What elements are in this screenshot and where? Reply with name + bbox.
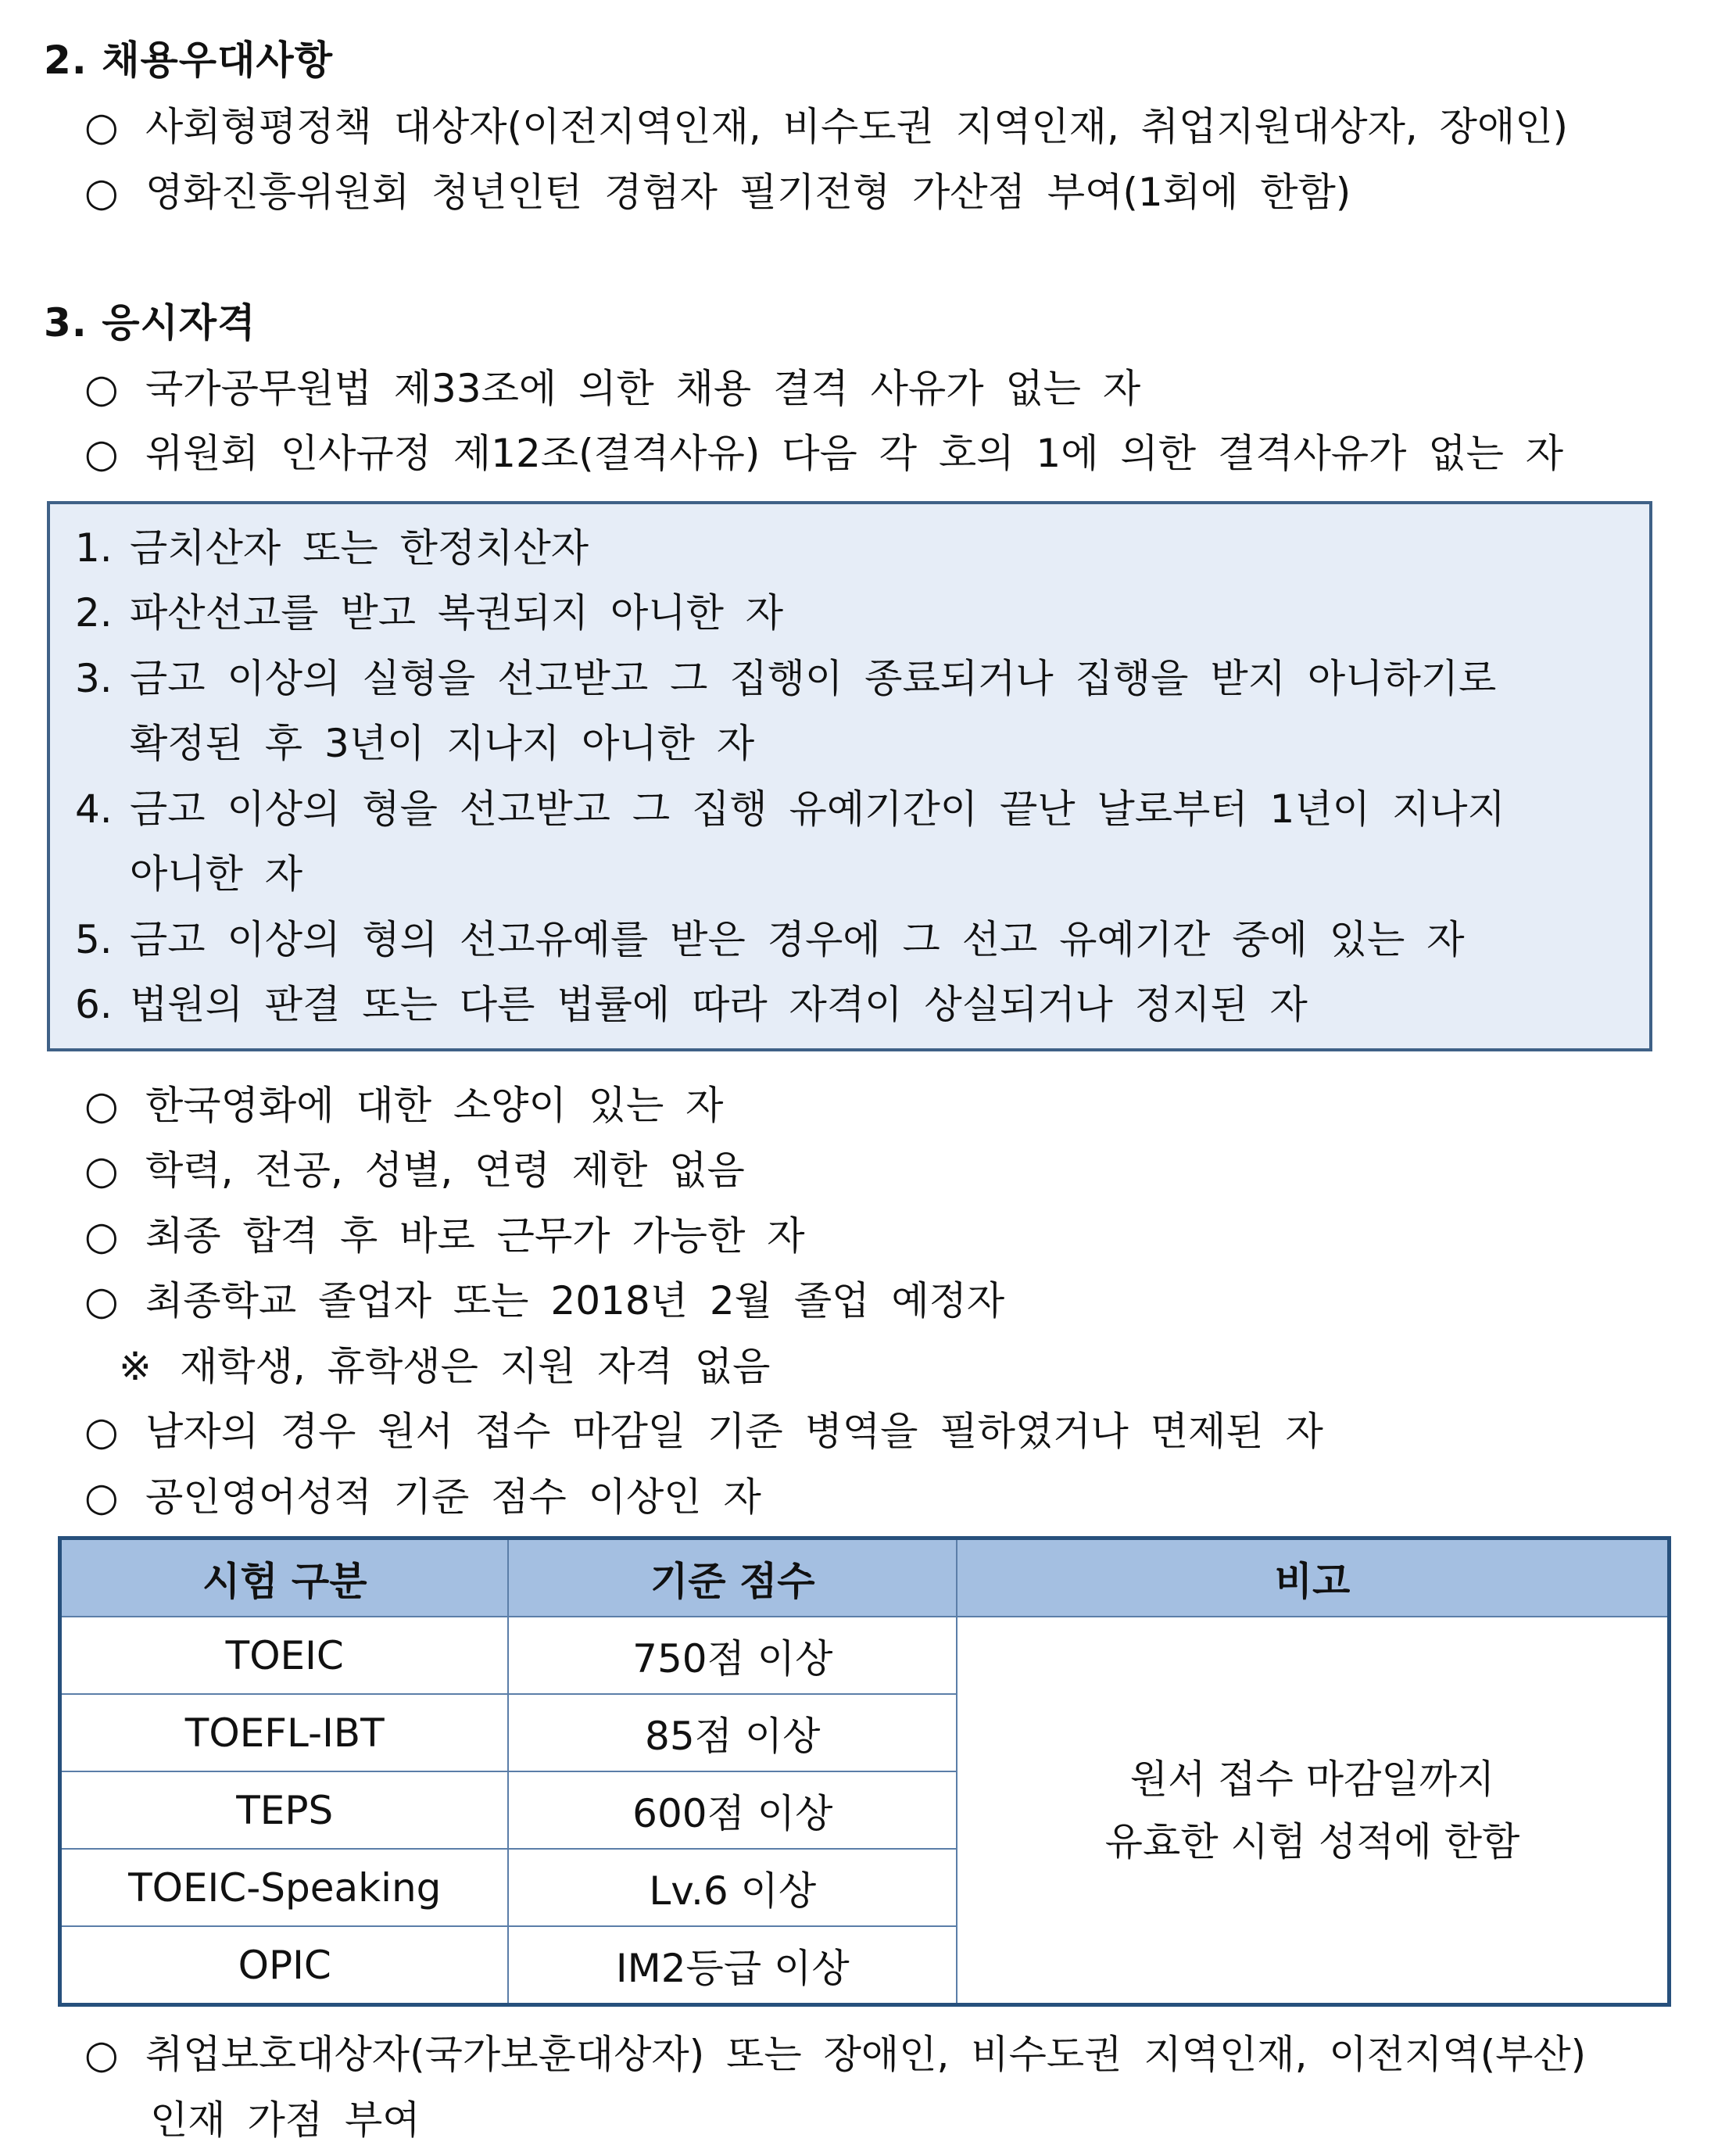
item-text: 사회형평정책 대상자(이전지역인재, 비수도권 지역인재, 취업지원대상자, 장애인) xyxy=(145,104,1569,149)
exam-name-cell: TOEFL-IBT xyxy=(60,1694,509,1771)
item-text: 최종학교 졸업자 또는 2018년 2월 졸업 예정자 xyxy=(145,1278,1005,1323)
circle-bullet-icon: ○ xyxy=(84,1083,119,1128)
circle-bullet-icon: ○ xyxy=(84,366,119,411)
item-text: 영화진흥위원회 청년인턴 경험자 필기전형 가산점 부여(1회에 한함) xyxy=(145,170,1351,215)
circle-bullet-icon: ○ xyxy=(84,1409,119,1454)
disqualification-item-4 xyxy=(75,786,1505,833)
section-3-heading: 3. 응시자격 xyxy=(44,300,256,346)
item-text: 학력, 전공, 성별, 연령 제한 없음 xyxy=(145,1148,745,1193)
header-exam-type: 시험 구분 xyxy=(60,1538,509,1617)
circle-bullet-icon: ○ xyxy=(84,1148,119,1193)
exam-name-cell: TOEIC-Speaking xyxy=(60,1849,509,1926)
item-number: 4. xyxy=(75,786,113,832)
item-number: 3. xyxy=(75,656,113,701)
item-text: 공인영어성적 기준 점수 이상인 자 xyxy=(145,1474,761,1520)
disqualification-item-4-continued: 아니한 자 xyxy=(130,851,303,897)
remark-cell xyxy=(957,1617,1669,2005)
preference-item-social-equity xyxy=(84,103,1568,150)
section-2-heading: 2. 채용우대사항 xyxy=(44,38,333,83)
circle-bullet-icon: ○ xyxy=(84,1474,119,1520)
remark-line-1: 원서 접수 마감일까지 xyxy=(1129,1756,1495,1802)
eligibility-item-bonus-points-continued: 인재 가점 부여 xyxy=(150,2097,421,2143)
reference-mark-icon: ※ xyxy=(119,1344,152,1389)
item-number: 1. xyxy=(75,525,113,571)
header-required-score: 기준 점수 xyxy=(508,1538,957,1617)
item-text: 금고 이상의 형의 선고유예를 받은 경우에 그 선고 유예기간 중에 있는 자 xyxy=(130,917,1465,962)
score-cell: IM2등급 이상 xyxy=(508,1926,957,2005)
exam-name-cell: TOEIC xyxy=(60,1617,509,1694)
item-text: 최종 합격 후 바로 근무가 가능한 자 xyxy=(145,1213,805,1259)
preference-item-intern-bonus xyxy=(84,169,1351,216)
header-remarks: 비고 xyxy=(957,1538,1669,1617)
eligibility-item-graduation xyxy=(84,1277,1004,1324)
disqualification-item-6 xyxy=(75,981,1308,1028)
english-score-table xyxy=(58,1536,1671,2007)
item-text: 금고 이상의 형을 선고받고 그 집행 유예기간이 끝난 날로부터 1년이 지나지 xyxy=(130,786,1505,832)
item-text: 금치산자 또는 한정치산자 xyxy=(130,525,589,571)
item-text: 한국영화에 대한 소양이 있는 자 xyxy=(145,1083,724,1128)
item-text: 취업보호대상자(국가보훈대상자) 또는 장애인, 비수도권 지역인재, 이전지역(부산) xyxy=(145,2032,1587,2077)
eligibility-item-film-knowledge xyxy=(84,1082,723,1129)
item-number: 6. xyxy=(75,982,113,1027)
eligibility-item-english-score xyxy=(84,1474,761,1520)
item-text: 법원의 판결 또는 다른 법률에 따라 자격이 상실되거나 정지된 자 xyxy=(130,982,1308,1027)
score-cell: 600점 이상 xyxy=(508,1771,957,1849)
enrollment-note xyxy=(119,1343,770,1390)
circle-bullet-icon: ○ xyxy=(84,1213,119,1259)
eligibility-item-military-service xyxy=(84,1408,1323,1455)
table-row xyxy=(60,1617,1670,1694)
item-text: 남자의 경우 원서 접수 마감일 기준 병역을 필하였거나 면제된 자 xyxy=(145,1409,1323,1454)
score-cell: 85점 이상 xyxy=(508,1694,957,1771)
table-header-row xyxy=(60,1538,1670,1617)
eligibility-item-immediate-work xyxy=(84,1212,805,1259)
item-text: 국가공무원법 제33조에 의한 채용 결격 사유가 없는 자 xyxy=(145,366,1141,411)
exam-name-cell: TEPS xyxy=(60,1771,509,1849)
disqualification-item-2 xyxy=(75,589,783,636)
circle-bullet-icon: ○ xyxy=(84,104,119,149)
item-number: 2. xyxy=(75,590,113,636)
item-text: 위원회 인사규정 제12조(결격사유) 다음 각 호의 1에 의한 결격사유가 없는 자 xyxy=(145,431,1564,476)
disqualification-item-1 xyxy=(75,525,589,571)
eligibility-item-no-restrictions xyxy=(84,1147,745,1194)
score-cell: 750점 이상 xyxy=(508,1617,957,1694)
eligibility-item-bonus-points xyxy=(84,2031,1586,2078)
item-number: 5. xyxy=(75,917,113,962)
circle-bullet-icon: ○ xyxy=(84,170,119,215)
disqualification-item-5 xyxy=(75,916,1465,963)
item-text: 파산선고를 받고 복권되지 아니한 자 xyxy=(130,590,784,636)
circle-bullet-icon: ○ xyxy=(84,1278,119,1323)
note-text: 재학생, 휴학생은 지원 자격 없음 xyxy=(180,1344,771,1389)
disqualification-item-3-continued: 확정된 후 3년이 지나지 아니한 자 xyxy=(130,721,755,766)
score-cell: Lv.6 이상 xyxy=(508,1849,957,1926)
disqualification-box xyxy=(47,501,1652,1051)
eligibility-item-personnel-rules xyxy=(84,430,1563,477)
exam-name-cell: OPIC xyxy=(60,1926,509,2005)
eligibility-item-civil-service-law xyxy=(84,365,1140,412)
remark-line-2: 유효한 시험 성적에 한함 xyxy=(1104,1818,1520,1864)
circle-bullet-icon: ○ xyxy=(84,2032,119,2077)
circle-bullet-icon: ○ xyxy=(84,431,119,476)
disqualification-item-3 xyxy=(75,655,1496,702)
item-text: 금고 이상의 실형을 선고받고 그 집행이 종료되거나 집행을 받지 아니하기로 xyxy=(130,656,1497,701)
